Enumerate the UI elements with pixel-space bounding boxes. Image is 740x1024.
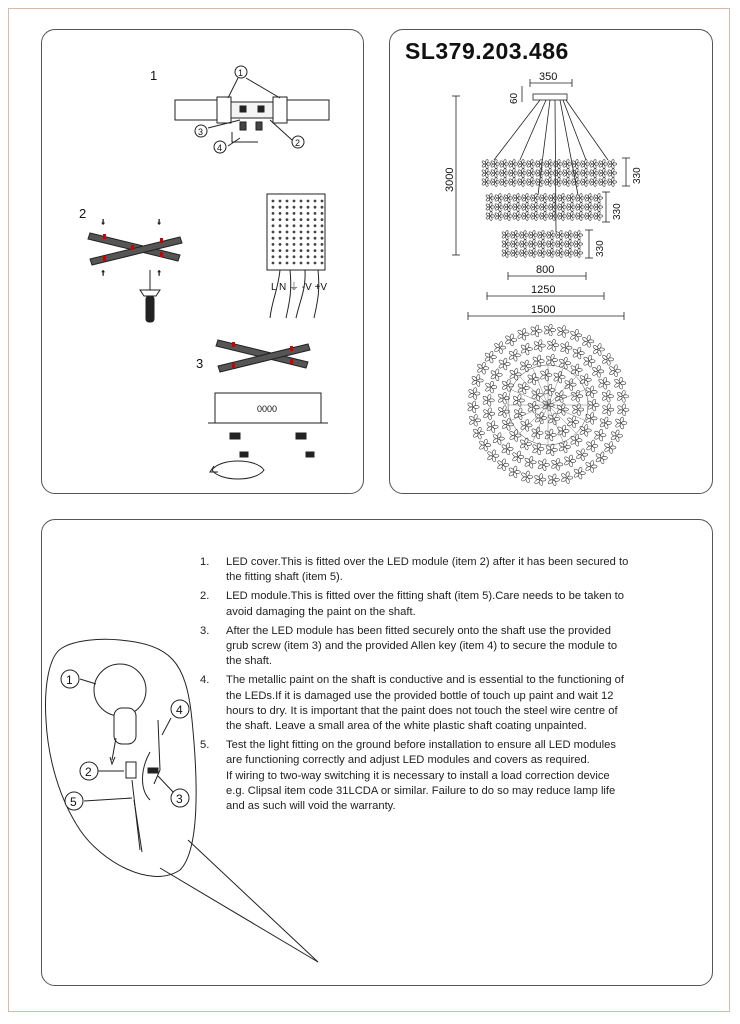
dim-top-width: 350 — [539, 71, 558, 83]
instruction-text: Test the light fitting on the ground before installation to ensure all LED modules are functioning correctly and adjust LED modules and covers as required. — [226, 739, 616, 767]
dim-tier-2: 330 — [612, 203, 623, 220]
instruction-text: LED module.This is fitted over the fitting shaft (item 5).Care needs to be taken to avoid damaging the paint on the shaft. — [226, 590, 624, 618]
driver-terminal-labels: L N ⏚ -V +V — [271, 282, 328, 293]
detail-callout-5: 5 — [70, 795, 77, 809]
instruction-text: After the LED module has been fitted securely onto the shaft use the provided grub screw (item 3) and the provided Allen key (item 4) to secure the module to the shaft. — [226, 624, 618, 668]
callout-1: 1 — [238, 68, 244, 78]
instruction-item — [200, 555, 630, 585]
dim-tier-3: 330 — [595, 240, 606, 257]
detail-callout-1: 1 — [66, 673, 73, 687]
instruction-item — [200, 589, 630, 619]
svg-text:↑: ↑ — [157, 268, 161, 277]
instruction-number: 3. — [200, 624, 210, 637]
detail-callout-4: 4 — [176, 703, 183, 717]
svg-text:↑: ↑ — [101, 268, 105, 277]
svg-text:↓: ↓ — [157, 217, 161, 226]
dim-total-height: 3000 — [444, 167, 456, 192]
step-2-label: 2 — [79, 206, 87, 221]
instruction-number: 2. — [200, 590, 210, 603]
instruction-text-group — [226, 738, 630, 814]
dim-width-800: 800 — [536, 264, 555, 276]
dim-width-1500: 1500 — [531, 304, 556, 316]
callout-4: 4 — [217, 143, 223, 153]
svg-text:↓: ↓ — [101, 217, 105, 226]
instruction-number: 5. — [200, 739, 210, 752]
step-1-label: 1 — [150, 68, 158, 83]
instruction-number: 1. — [200, 556, 210, 568]
callout-2: 2 — [295, 138, 301, 148]
instruction-text: LED cover.This is fitted over the LED module (item 2) after it has been secured to the fitting shaft (item 5). — [226, 556, 629, 584]
instruction-note: If wiring to two-way switching it is necessary to install a load correction device e.g. Clipsal item code 31LCDA or similar. Failure to do so may reduce lamp life and as such will void the warranty. — [226, 769, 616, 813]
cover-marking: 0000 — [257, 404, 278, 414]
dim-tier-1: 330 — [632, 167, 643, 184]
instruction-item — [200, 673, 630, 734]
instruction-text: The metallic paint on the shaft is conductive and is essential to the functioning of the LEDs.If it is damaged use the provided bottle of touch up paint and wait 12 hours to dry. It is important that the paint does not touch the steel wire centre of the shaft. Leave a small area of the white plastic shaft coating unpainted. — [226, 674, 625, 733]
callout-3: 3 — [198, 127, 204, 137]
detail-callout-2: 2 — [85, 765, 92, 779]
dim-width-1250: 1250 — [531, 284, 556, 296]
step-3-label: 3 — [196, 356, 204, 371]
instruction-item — [200, 624, 630, 670]
instruction-item — [200, 738, 630, 814]
detail-callout-3: 3 — [176, 792, 183, 806]
dim-top-height: 60 — [509, 92, 520, 104]
model-number: SL379.203.486 — [405, 38, 569, 64]
instruction-list — [200, 555, 630, 818]
instruction-number: 4. — [200, 674, 210, 687]
